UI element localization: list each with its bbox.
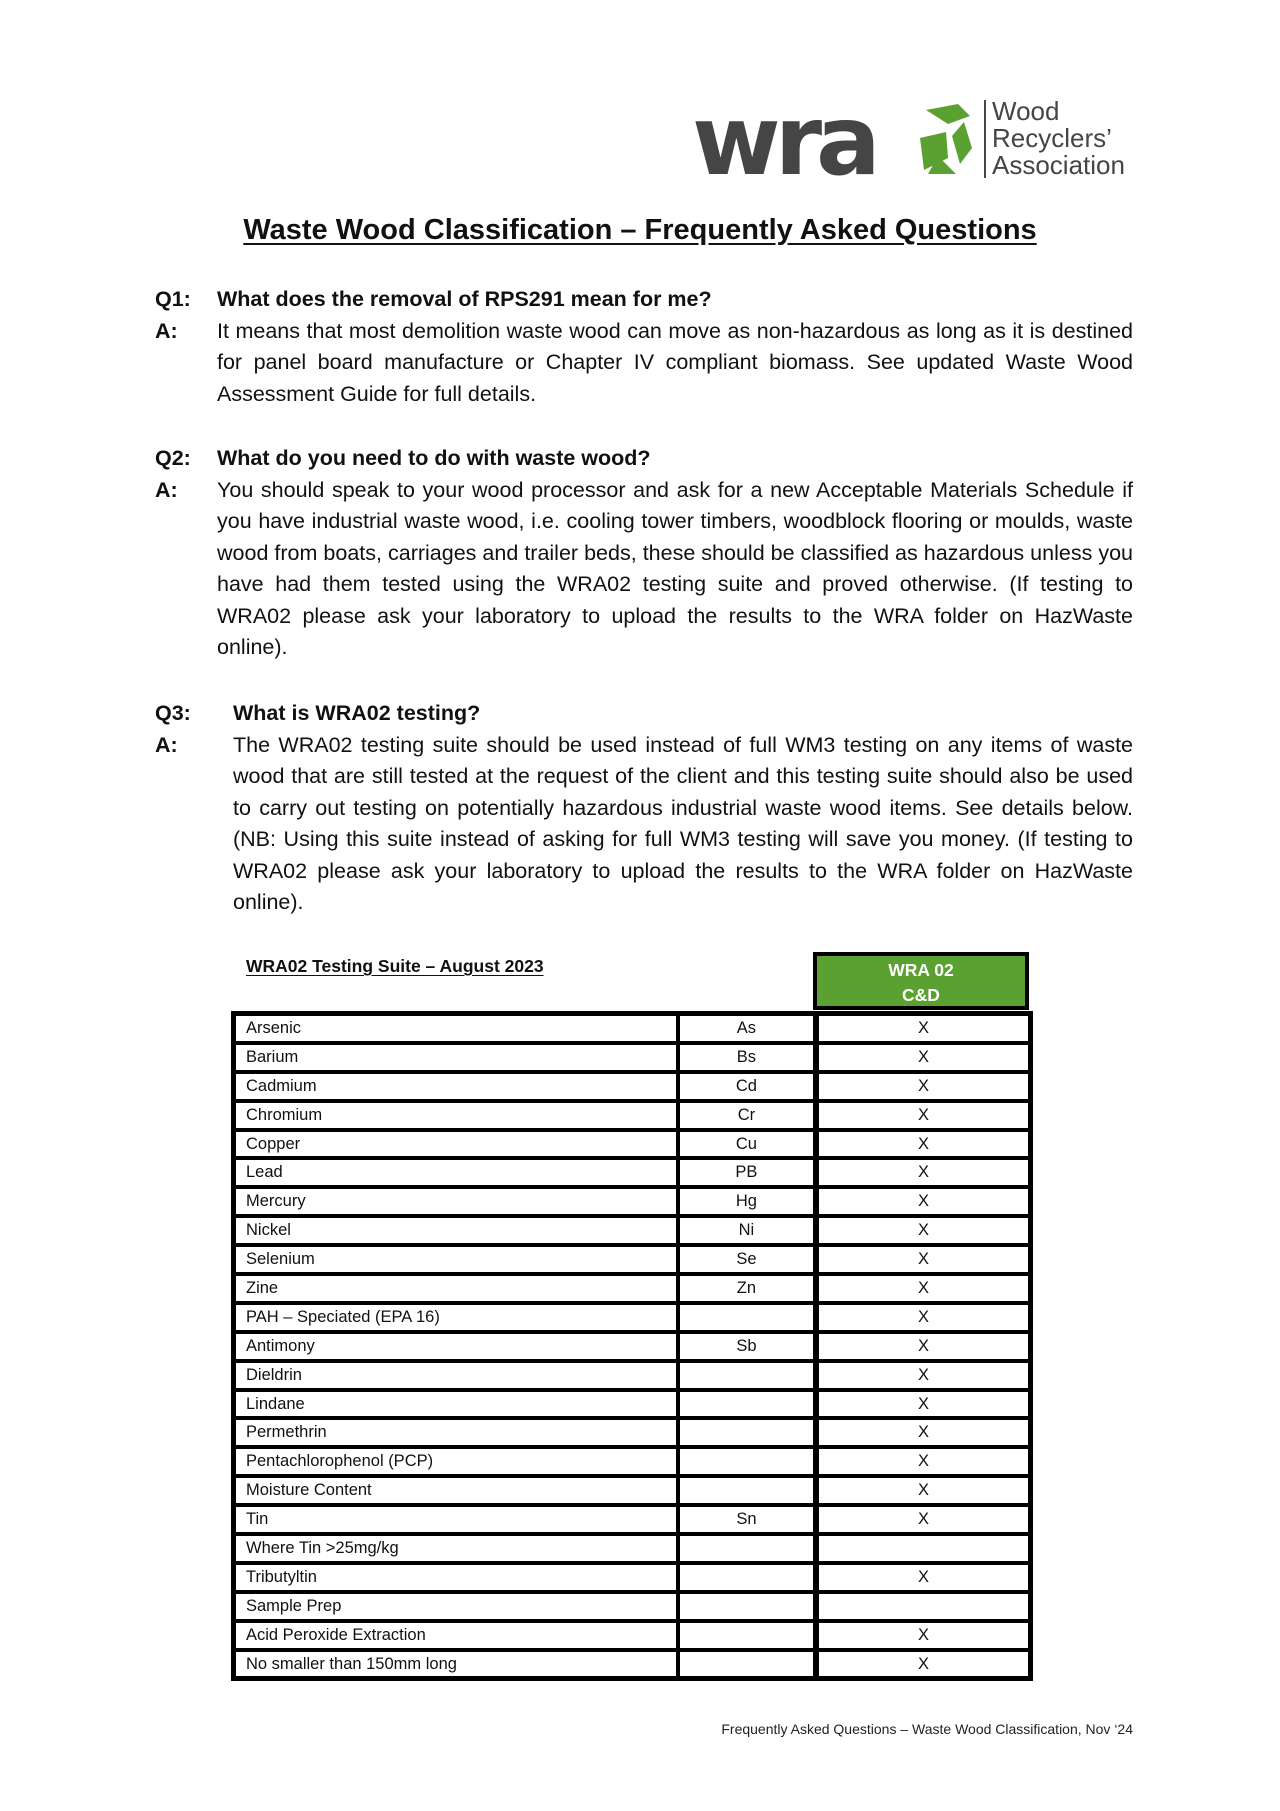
wra-logo xyxy=(692,85,1132,197)
table-row xyxy=(234,1332,1030,1361)
symbol-cell xyxy=(680,1594,813,1619)
substance-name-cell: Barium xyxy=(236,1045,676,1070)
table-row xyxy=(234,1650,1030,1679)
substance-name-cell: Sample Prep xyxy=(236,1594,676,1619)
table-row xyxy=(234,1476,1030,1505)
substance-name-cell: Tin xyxy=(236,1507,676,1532)
faq-item-1 xyxy=(155,284,1133,410)
header-line-2: C&D xyxy=(902,985,940,1005)
symbol-cell xyxy=(680,1420,813,1445)
table-row xyxy=(234,1390,1030,1419)
substance-name-cell: Tributyltin xyxy=(236,1565,676,1590)
table-row xyxy=(234,1621,1030,1650)
header-line-1: WRA 02 xyxy=(888,960,954,980)
logo-divider xyxy=(984,100,986,178)
suite-mark-cell: X xyxy=(819,1160,1028,1185)
table-row xyxy=(234,1101,1030,1130)
suite-mark-cell: X xyxy=(819,1565,1028,1590)
substance-name-cell: Permethrin xyxy=(236,1420,676,1445)
substance-name-cell: No smaller than 150mm long xyxy=(236,1652,676,1677)
table-row xyxy=(234,1216,1030,1245)
symbol-cell xyxy=(680,1652,813,1677)
table-row xyxy=(234,1043,1030,1072)
table-row xyxy=(234,1563,1030,1592)
symbol-cell xyxy=(680,1623,813,1648)
substance-name-cell: Lindane xyxy=(236,1392,676,1417)
suite-mark-cell: X xyxy=(819,1074,1028,1099)
substance-name-cell: Pentachlorophenol (PCP) xyxy=(236,1449,676,1474)
symbol-cell: Se xyxy=(680,1247,813,1272)
table-row xyxy=(234,1158,1030,1187)
suite-mark-cell: X xyxy=(819,1103,1028,1128)
suite-mark-cell: X xyxy=(819,1305,1028,1330)
faq-item-2 xyxy=(155,443,1133,664)
substance-name-cell: Nickel xyxy=(236,1218,676,1243)
answer-text: The WRA02 testing suite should be used instead of full WM3 testing on any items of waste wood that are still tested at the request of the client and this testing suite should also be used to carry out testing on potentially hazardous industrial waste wood items. See details below. (NB: Using this suite instead of asking for full WM3 testing will save you money. (If testing to WRA02 please ask your laboratory to upload the results to the WRA folder on HazWaste online). xyxy=(233,732,1133,914)
answer-tag: A: xyxy=(155,477,178,502)
page-title: Waste Wood Classification – Frequently Asked Questions xyxy=(243,214,1037,246)
table-row xyxy=(234,1505,1030,1534)
suite-mark-cell: X xyxy=(819,1132,1028,1157)
substance-name-cell: Moisture Content xyxy=(236,1478,676,1503)
symbol-cell: PB xyxy=(680,1160,813,1185)
table-row xyxy=(234,1245,1030,1274)
substance-name-cell: Antimony xyxy=(236,1334,676,1359)
suite-mark-cell: X xyxy=(819,1218,1028,1243)
substance-name-cell: Arsenic xyxy=(236,1016,676,1041)
logo-line-2: Recyclers’ xyxy=(992,123,1112,153)
answer-tag: A: xyxy=(155,732,178,757)
symbol-cell xyxy=(680,1305,813,1330)
symbol-cell: Ni xyxy=(680,1218,813,1243)
suite-column-header xyxy=(813,952,1029,1010)
suite-mark-cell: X xyxy=(819,1623,1028,1648)
substance-name-cell: Dieldrin xyxy=(236,1363,676,1388)
table-row xyxy=(234,1014,1030,1043)
answer-text: You should speak to your wood processor and ask for a new Acceptable Materials Schedule if you have industrial waste wood, i.e. cooling tower timbers, woodblock flooring or moulds, waste wood from boats, carriages and trailer beds, these should be classified as hazardous unless you have had them tested using the WRA02 testing suite and proved otherwise. (If testing to WRA02 please ask your laboratory to upload the results to the WRA folder on HazWaste online). xyxy=(217,477,1133,659)
table-row xyxy=(234,1418,1030,1447)
symbol-cell: Bs xyxy=(680,1045,813,1070)
substance-name-cell: PAH – Speciated (EPA 16) xyxy=(236,1305,676,1330)
suite-mark-cell: X xyxy=(819,1478,1028,1503)
substance-name-cell: Zine xyxy=(236,1276,676,1301)
substance-name-cell: Selenium xyxy=(236,1247,676,1272)
table-row xyxy=(234,1303,1030,1332)
symbol-cell xyxy=(680,1565,813,1590)
symbol-cell: Cu xyxy=(680,1132,813,1157)
logo-wordmark xyxy=(992,98,1125,179)
table-row xyxy=(234,1187,1030,1216)
suite-title: WRA02 Testing Suite – August 2023 xyxy=(246,956,544,976)
symbol-cell: Zn xyxy=(680,1276,813,1301)
question-text: What does the removal of RPS291 mean for me? xyxy=(217,287,712,311)
table-row xyxy=(234,1274,1030,1303)
suite-mark-cell: X xyxy=(819,1016,1028,1041)
suite-mark-cell: X xyxy=(819,1449,1028,1474)
question-text: What is WRA02 testing? xyxy=(233,701,481,725)
symbol-cell xyxy=(680,1536,813,1561)
recycle-leaf-icon xyxy=(918,102,974,176)
symbol-cell: Hg xyxy=(680,1189,813,1214)
substance-name-cell: Where Tin >25mg/kg xyxy=(236,1536,676,1561)
suite-mark-cell: X xyxy=(819,1507,1028,1532)
table-row xyxy=(234,1447,1030,1476)
suite-mark-cell: X xyxy=(819,1652,1028,1677)
suite-mark-cell: X xyxy=(819,1392,1028,1417)
suite-mark-cell: X xyxy=(819,1247,1028,1272)
logo-line-1: Wood xyxy=(992,96,1060,126)
substance-name-cell: Chromium xyxy=(236,1103,676,1128)
substance-name-cell: Cadmium xyxy=(236,1074,676,1099)
symbol-cell: Cd xyxy=(680,1074,813,1099)
logo-letters: wra xyxy=(692,85,875,197)
answer-tag: A: xyxy=(155,318,178,343)
suite-mark-cell: X xyxy=(819,1363,1028,1388)
logo-line-3: Association xyxy=(992,150,1125,180)
table-row xyxy=(234,1130,1030,1159)
question-text: What do you need to do with waste wood? xyxy=(217,446,651,470)
symbol-cell: Sb xyxy=(680,1334,813,1359)
symbol-cell xyxy=(680,1478,813,1503)
symbol-cell: Sn xyxy=(680,1507,813,1532)
symbol-cell xyxy=(680,1363,813,1388)
symbol-cell: Cr xyxy=(680,1103,813,1128)
testing-suite-table xyxy=(231,1011,1033,1681)
table-row xyxy=(234,1534,1030,1563)
substance-name-cell: Lead xyxy=(236,1160,676,1185)
substance-name-cell: Mercury xyxy=(236,1189,676,1214)
table-row xyxy=(234,1592,1030,1621)
suite-mark-cell: X xyxy=(819,1045,1028,1070)
substance-name-cell: Acid Peroxide Extraction xyxy=(236,1623,676,1648)
symbol-cell xyxy=(680,1449,813,1474)
table-row xyxy=(234,1361,1030,1390)
suite-mark-cell: X xyxy=(819,1189,1028,1214)
suite-mark-cell: X xyxy=(819,1420,1028,1445)
question-tag: Q2: xyxy=(155,446,191,470)
suite-mark-cell xyxy=(819,1536,1028,1561)
question-tag: Q1: xyxy=(155,287,191,311)
substance-name-cell: Copper xyxy=(236,1132,676,1157)
suite-mark-cell xyxy=(819,1594,1028,1619)
faq-item-3 xyxy=(155,698,1133,919)
suite-mark-cell: X xyxy=(819,1276,1028,1301)
symbol-cell xyxy=(680,1392,813,1417)
page-footer: Frequently Asked Questions – Waste Wood Classification, Nov ‘24 xyxy=(721,1721,1133,1737)
question-tag: Q3: xyxy=(155,701,191,725)
symbol-cell: As xyxy=(680,1016,813,1041)
answer-text: It means that most demolition waste wood can move as non-hazardous as long as it is destined for panel board manufacture or Chapter IV compliant biomass. See updated Waste Wood Assessment Guide for full details. xyxy=(217,318,1133,406)
suite-mark-cell: X xyxy=(819,1334,1028,1359)
table-row xyxy=(234,1072,1030,1101)
